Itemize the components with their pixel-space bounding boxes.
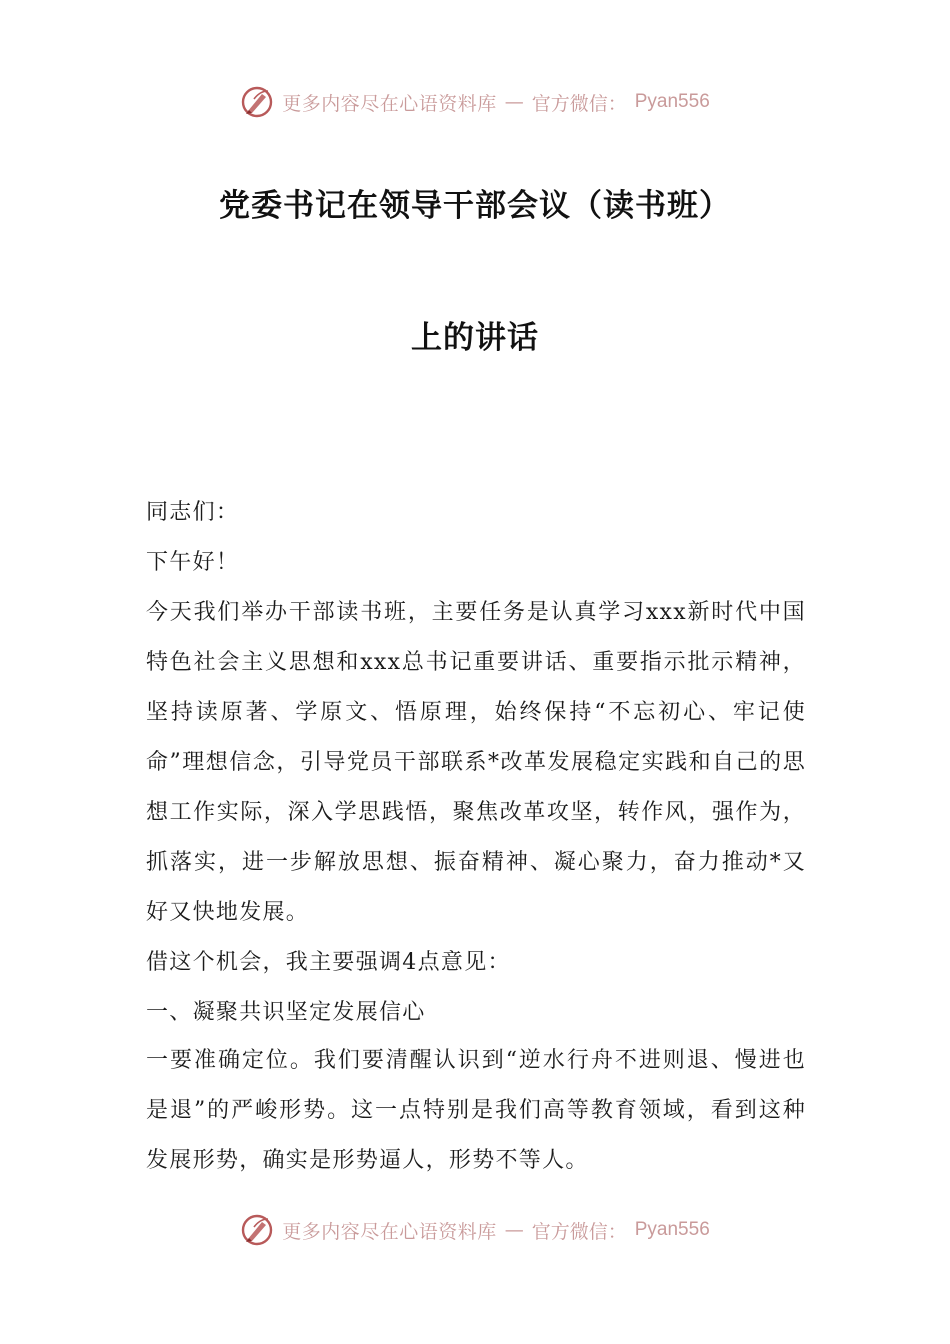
paragraph-positioning: 一要准确定位。我们要清醒认识到“逆水行舟不进则退、慢进也是退”的严峻形势。这一点特别是我们高等教育领域，看到这种发展形势，确实是形势逼人，形势不等人。 bbox=[146, 1048, 806, 1173]
banner-separator: — bbox=[504, 1219, 524, 1241]
paragraph-intro: 今天我们举办干部读书班，主要任务是认真学习xxx新时代中国特色社会主义思想和xxx总书记重要讲话、重要指示批示精神，坚持读原著、学原文、悟原理，始终保持“不忘初心、牢记使命”理想信念，引导党员干部联系*改革发展稳定实践和自己的思想工作实际，深入学思践悟，聚焦改革攻坚，转作风，强作为，抓落实，进一步解放思想、振奋精神、凝心聚力，奋力推动*又好又快地发展。 bbox=[146, 600, 806, 925]
document-title-line2: 上的讲话 bbox=[411, 320, 539, 356]
banner-wechat-label: 官方微信： bbox=[531, 1220, 627, 1243]
banner-text: 更多内容尽在心语资料库 bbox=[282, 1220, 497, 1243]
banner-separator: — bbox=[504, 91, 524, 113]
pen-quill-icon bbox=[240, 1213, 274, 1247]
section-heading-1: 一、凝聚共识坚定发展信心 bbox=[146, 1000, 426, 1025]
banner-wechat-id: Pyan556 bbox=[634, 91, 710, 112]
banner-text: 更多内容尽在心语资料库 bbox=[282, 92, 497, 115]
paragraph-salutation: 同志们： bbox=[146, 500, 240, 525]
pen-quill-icon bbox=[240, 85, 274, 119]
banner-wechat-label: 官方微信： bbox=[531, 92, 627, 115]
paragraph-greeting: 下午好！ bbox=[146, 550, 240, 575]
header-banner bbox=[0, 82, 950, 122]
banner-wechat-id: Pyan556 bbox=[634, 1219, 710, 1240]
footer-banner bbox=[0, 1210, 950, 1250]
paragraph-points: 借这个机会，我主要强调4点意见： bbox=[146, 950, 511, 975]
document-title-line1: 党委书记在领导干部会议（读书班） bbox=[219, 188, 731, 224]
